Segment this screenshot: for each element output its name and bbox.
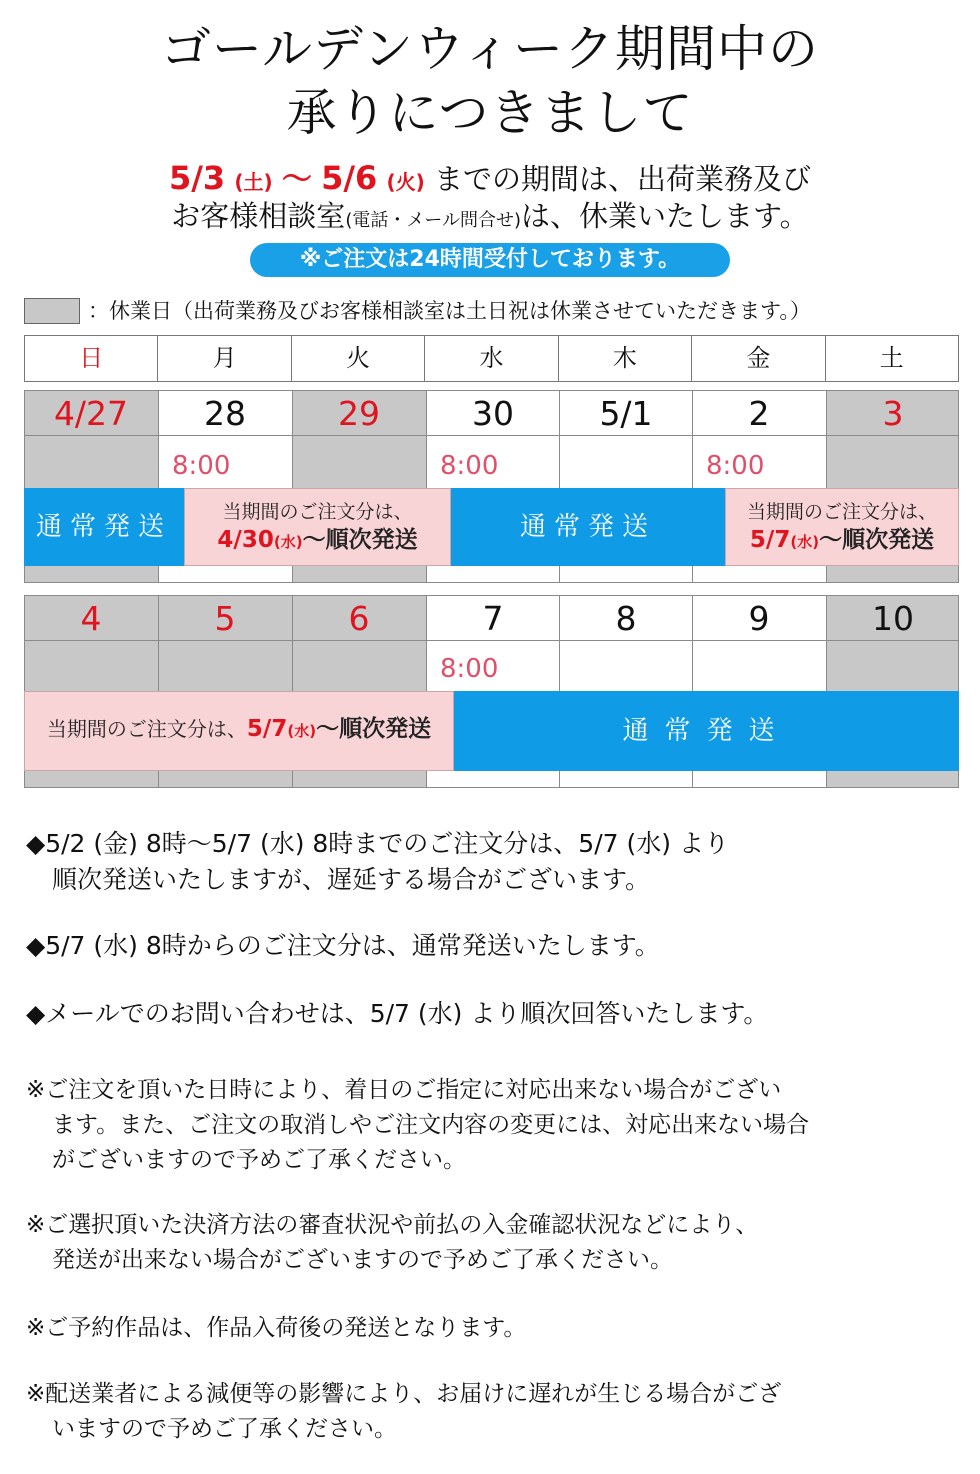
day-number: 29 [338, 394, 380, 433]
holiday-legend-text: ：休業日（出荷業務及びお客様相談室は土日祝は休業させていただきます。） [88, 299, 811, 323]
weekday-sat: 土 [879, 344, 904, 372]
page-title-line1: ゴールデンウィーク期間中の [161, 20, 819, 78]
delayed-rest: ～順次発送 [316, 716, 432, 742]
delayed-date: 5/7 [246, 716, 288, 742]
delayed-dow: (水) [273, 533, 303, 551]
delayed-date: 5/7 [749, 527, 791, 553]
day-number: 7 [482, 599, 504, 638]
day-number: 9 [748, 599, 770, 638]
day-number: 10 [872, 599, 914, 638]
weekday-header [24, 335, 959, 382]
note-email-inquiry: ◆メールでのお問い合わせは、5/7 (水) より順次回答いたします。 [26, 999, 769, 1028]
cutoff-time: 8:00 [440, 654, 499, 684]
start-dow: (土) [234, 170, 273, 194]
end-dow: (火) [386, 170, 425, 194]
delayed-shipping-band [24, 691, 454, 771]
delayed-date-line [726, 525, 958, 557]
note-shipping-delay [26, 826, 729, 898]
normal-shipping-band: 通常発送 [454, 691, 959, 771]
caution-line: ※配送業者による減便等の影響により、お届けに遅れが生じる場合がござ [26, 1381, 782, 1407]
note-line: ◆5/2 (金) 8時～5/7 (水) 8時までのご注文分は、5/7 (水) より [26, 829, 729, 858]
weekday-thu: 木 [559, 336, 692, 381]
caution-line: ます。また、ご注文の取消しやご注文内容の変更には、対応出来ない場合 [52, 1112, 810, 1138]
scope-b: (電話・メール問合せ) [345, 210, 521, 231]
note-line: 順次発送いたしますが、遅延する場合がございます。 [52, 865, 651, 894]
normal-shipping-band: 通常発送 [451, 488, 725, 566]
day-number: 8 [615, 599, 637, 638]
caution-preorder: ※ご予約作品は、作品入荷後の発送となります。 [26, 1315, 527, 1341]
delayed-rest: ～順次発送 [819, 527, 935, 553]
caution-payment [26, 1208, 758, 1278]
caution-delivery-date [26, 1073, 809, 1178]
caution-line: ※ご選択頂いた決済方法の審査状況や前払の入金確認状況などにより、 [26, 1212, 759, 1238]
normal-shipping-band: 通常発送 [24, 488, 184, 566]
cutoff-time: 8:00 [706, 451, 765, 481]
weekday-fri: 金 [692, 336, 825, 381]
delayed-shipping-band [725, 488, 959, 566]
caution-line: いますので予めご了承ください。 [52, 1416, 397, 1442]
delayed-note: 当期間のご注文分は、 [46, 717, 247, 741]
cutoff-time: 8:00 [172, 451, 231, 481]
caution-line: ※ご注文を頂いた日時により、着日のご指定に対応出来ない場合がござい [26, 1077, 782, 1103]
closure-period-line [0, 160, 980, 200]
start-date: 5/3 [168, 159, 226, 197]
caution-carrier-delay [26, 1377, 781, 1447]
delayed-note: 当期間のご注文分は、 [746, 501, 937, 523]
weekday-sun: 日 [25, 336, 158, 381]
day-number: 28 [204, 394, 246, 433]
delayed-date-line [25, 714, 453, 746]
delayed-shipping-band [184, 488, 451, 566]
weekday-mon: 月 [158, 336, 291, 381]
day-number: 6 [348, 599, 370, 638]
scope-a: お客様相談室 [171, 199, 346, 233]
delayed-date-line [185, 525, 450, 557]
day-number: 4 [80, 599, 102, 638]
delayed-date: 4/30 [217, 527, 274, 553]
day-number: 2 [748, 394, 770, 433]
holiday-legend-swatch [24, 298, 80, 324]
day-number: 4/27 [53, 394, 129, 433]
weekday-wed: 水 [425, 336, 558, 381]
delayed-dow: (水) [790, 533, 820, 551]
day-number: 5 [214, 599, 236, 638]
day-number: 5/1 [599, 394, 653, 433]
end-date: 5/6 [321, 159, 378, 197]
tilde: ～ [281, 162, 312, 197]
caution-line: がございますので予めご了承ください。 [52, 1147, 466, 1173]
page-title-line2: 承りにつきまして [286, 84, 694, 142]
caution-line: 発送が出来ない場合がございますので予めご了承ください。 [52, 1247, 673, 1273]
closure-scope-line [0, 198, 980, 239]
closure-period-text: までの期間は、出荷業務及び [434, 162, 812, 196]
day-number: 3 [882, 394, 904, 433]
weekday-tue: 火 [292, 336, 425, 381]
order-24h-badge: ※ご注文は24時間受付しております。 [250, 243, 730, 277]
note-normal-shipping: ◆5/7 (水) 8時からのご注文分は、通常発送いたします。 [26, 931, 660, 960]
delayed-note: 当期間のご注文分は、 [222, 501, 413, 523]
delayed-rest: ～順次発送 [302, 527, 418, 553]
delayed-dow: (水) [287, 722, 317, 740]
cutoff-time: 8:00 [440, 451, 499, 481]
scope-c: は、休業いたします。 [521, 199, 809, 233]
day-number: 30 [472, 394, 514, 433]
